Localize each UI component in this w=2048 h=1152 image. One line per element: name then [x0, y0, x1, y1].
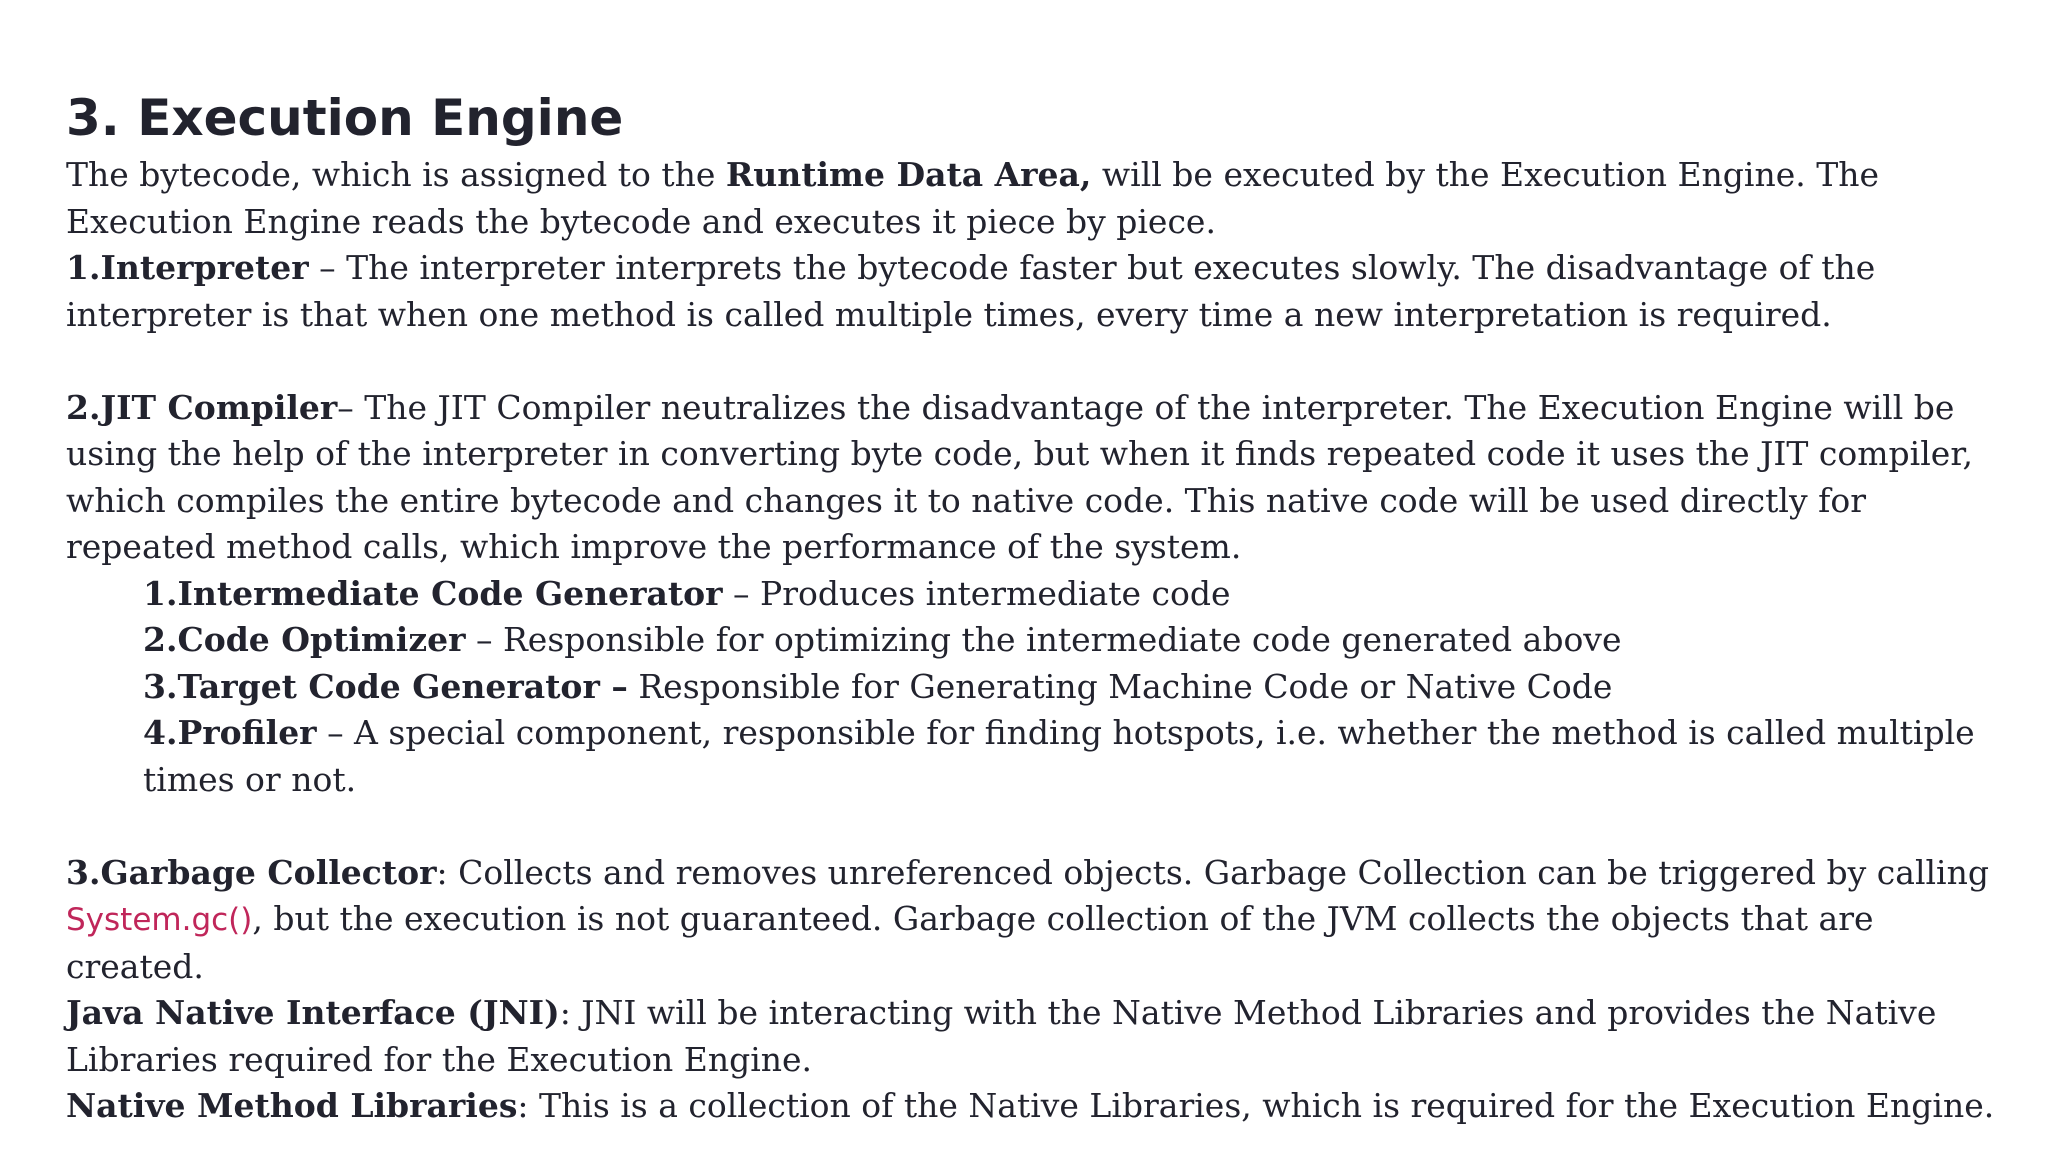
list-item — [143, 710, 2016, 803]
list-item-label: 3.Target Code Generator – — [143, 666, 628, 706]
gc-text-pre: : Collects and removes unreferenced objects. Garbage Collection can be triggered by calling — [436, 852, 1989, 892]
list-item-label: 1.Intermediate Code Generator — [143, 573, 723, 613]
list-item — [143, 571, 2016, 618]
list-item-text: – Responsible for optimizing the intermediate code generated above — [465, 620, 1622, 659]
section-heading: 3. Execution Engine — [66, 89, 624, 147]
list-item — [143, 617, 2016, 664]
gc-label: 3.Garbage Collector — [66, 852, 437, 892]
native-libraries-label: Native Method Libraries — [66, 1086, 518, 1125]
article-content — [66, 86, 2016, 1130]
jit-paragraph — [66, 385, 2016, 571]
jni-text: : JNI will be interacting with the Native Method Libraries and provides the Native Libraries required for the Execution Engine. — [66, 993, 1937, 1079]
jit-components-list — [66, 571, 2016, 804]
jni-label: Java Native Interface (JNI) — [66, 993, 560, 1032]
list-item — [143, 664, 2016, 711]
gc-paragraph — [66, 850, 2016, 991]
list-item-text: – Produces intermediate code — [722, 573, 1231, 613]
native-libraries-text: : This is a collection of the Native Libraries, which is required for the Execution Engine. — [517, 1086, 1995, 1125]
list-item-label: 2.Code Optimizer — [143, 620, 466, 659]
jni-paragraph — [66, 990, 2016, 1083]
system-gc-code: System.gc() — [66, 902, 253, 938]
jit-label: 2.JIT Compiler — [66, 387, 338, 427]
list-item-text: Responsible for Generating Machine Code or Native Code — [627, 666, 1613, 706]
list-item-text: – A special component, responsible for finding hotspots, i.e. whether the method is called multiple times or not. — [143, 713, 1975, 799]
jit-text: – The JIT Compiler neutralizes the disadvantage of the interpreter. The Execution Engine will be using the help of the interpreter in converting byte code, but when it finds repeated code it uses the JIT compiler, which compiles the entire bytecode and changes it to native code. This native code will be used directly for repeated method calls, which improve the performance of the system. — [66, 387, 1973, 566]
intro-text-pre: The bytecode, which is assigned to the — [66, 155, 726, 194]
gc-text-post: , but the execution is not guaranteed. Garbage collection of the JVM collects the objects that are created. — [66, 899, 1874, 986]
runtime-data-area-term: Runtime Data Area, — [725, 155, 1092, 194]
spacer — [66, 338, 2016, 385]
intro-paragraph — [66, 152, 2016, 245]
interpreter-paragraph — [66, 245, 2016, 338]
list-item-label: 4.Profiler — [143, 713, 317, 752]
interpreter-label: 1.Interpreter — [66, 248, 309, 287]
spacer — [66, 803, 2016, 850]
native-libraries-paragraph — [66, 1083, 2016, 1130]
intro-text-post: will be executed by the Execution Engine. The Execution Engine reads the bytecode and executes it piece by piece. — [66, 155, 1880, 241]
interpreter-text: – The interpreter interprets the bytecode faster but executes slowly. The disadvantage of the interpreter is that when one method is called multiple times, every time a new interpretation is required. — [66, 248, 1876, 334]
